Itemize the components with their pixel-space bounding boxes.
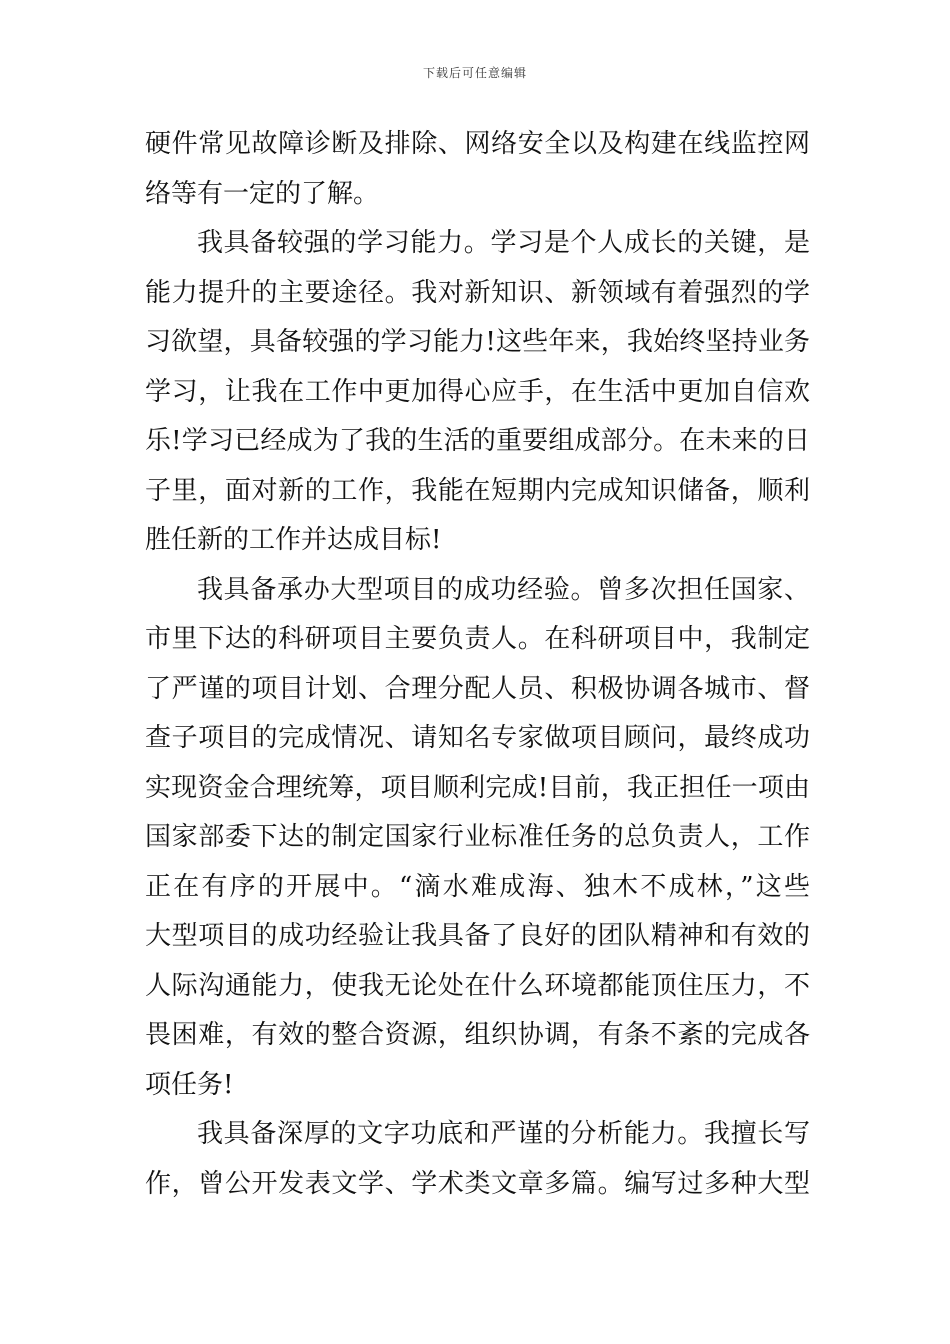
text-line: 学习，让我在工作中更加得心应手，在生活中更加自信欢	[145, 376, 810, 407]
text-line: 作，曾公开发表文学、学术类文章多篇。编写过多种大型	[145, 1168, 810, 1199]
text-line: 子里，面对新的工作，我能在短期内完成知识储备，顺利	[145, 475, 810, 506]
text-line: 能力提升的主要途径。我对新知识、新领域有着强烈的学	[145, 277, 810, 308]
text-line: 我具备深厚的文字功底和严谨的分析能力。我擅长写	[197, 1119, 810, 1149]
text-line: 项任务!	[145, 1069, 234, 1100]
page-header-note: 下载后可任意编辑	[422, 66, 527, 80]
text-line: 络等有一定的了解。	[145, 178, 380, 209]
text-line: 我具备较强的学习能力。学习是个人成长的关键，是	[197, 228, 810, 258]
paragraph-3	[145, 566, 810, 1111]
text-line: 国家部委下达的制定国家行业标准任务的总负责人，工作	[145, 822, 810, 852]
text-line: 市里下达的科研项目主要负责人。在科研项目中，我制定	[145, 624, 810, 654]
paragraph-4	[145, 1110, 810, 1209]
text-line: 胜任新的工作并达成目标!	[145, 525, 442, 555]
text-line: 人际沟通能力，使我无论处在什么环境都能顶住压力，不	[145, 970, 810, 1001]
text-line: 畏困难，有效的整合资源，组织协调，有条不紊的完成各	[145, 1020, 810, 1050]
text-line: 乐!学习已经成为了我的生活的重要组成部分。在未来的日	[145, 426, 810, 456]
text-line: 大型项目的成功经验让我具备了良好的团队精神和有效的	[145, 921, 810, 951]
text-line: 了严谨的项目计划、合理分配人员、积极协调各城市、督	[145, 673, 810, 704]
text-line: 查子项目的完成情况、请知名专家做项目顾问，最终成功	[145, 723, 810, 753]
paragraph-2	[145, 219, 810, 566]
text-line: 正在有序的开展中。“滴水难成海、独木不成林，”这些	[145, 871, 810, 902]
text-line: 实现资金合理统筹，项目顺利完成!目前，我正担任一项由	[145, 772, 810, 803]
text-line: 习欲望，具备较强的学习能力!这些年来，我始终坚持业务	[145, 327, 810, 357]
paragraph-1	[145, 120, 810, 219]
text-line: 我具备承办大型项目的成功经验。曾多次担任国家、	[197, 574, 810, 605]
document-body	[145, 120, 810, 1209]
text-line: 硬件常见故障诊断及排除、网络安全以及构建在线监控网	[145, 129, 810, 159]
